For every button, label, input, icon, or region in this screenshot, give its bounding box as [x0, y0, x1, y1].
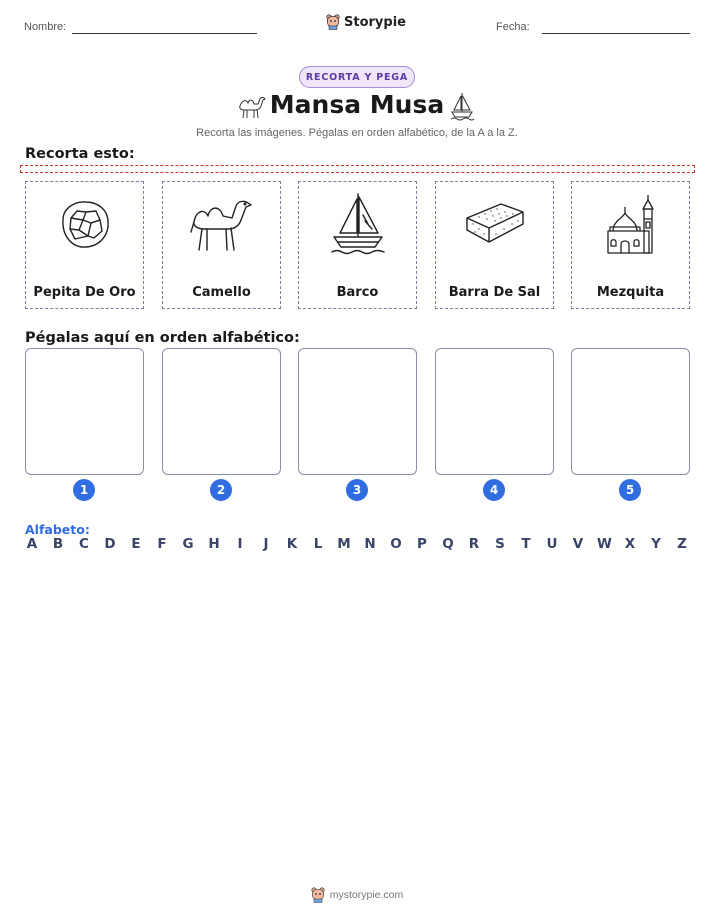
- name-label: Nombre:: [24, 21, 67, 33]
- paste-section-title: Pégalas aquí en orden alfabético:: [25, 330, 300, 346]
- paste-slot[interactable]: [571, 348, 690, 475]
- alphabet-letter: A: [26, 536, 38, 552]
- cut-section-title: Recorta esto:: [25, 146, 135, 162]
- cut-card[interactable]: [571, 181, 690, 309]
- camel-icon: [188, 192, 256, 256]
- cut-line: [20, 165, 695, 173]
- alphabet-row: [25, 536, 689, 552]
- footer: [0, 887, 714, 903]
- alphabet-letter: S: [495, 536, 505, 552]
- paste-slot[interactable]: [298, 348, 417, 475]
- alphabet-letter: F: [157, 536, 167, 552]
- page-title: Mansa Musa: [269, 90, 445, 119]
- alphabet-letter: E: [131, 536, 141, 552]
- gold-nugget-icon: [53, 192, 117, 256]
- paste-slot[interactable]: [162, 348, 281, 475]
- alphabet-letter: O: [390, 536, 402, 552]
- alphabet-title: Alfabeto:: [25, 522, 90, 537]
- alphabet-letter: G: [182, 536, 194, 552]
- alphabet-letter: J: [263, 536, 269, 552]
- cut-card[interactable]: [298, 181, 417, 309]
- boat-decoration-icon: [449, 91, 475, 121]
- card-label: Barra De Sal: [448, 285, 541, 300]
- paste-slot[interactable]: [25, 348, 144, 475]
- cut-card[interactable]: [435, 181, 554, 309]
- alphabet-letter: I: [237, 536, 243, 552]
- cut-card[interactable]: [25, 181, 144, 309]
- paste-slot[interactable]: [435, 348, 554, 475]
- card-label: Mezquita: [596, 285, 665, 300]
- alphabet-letter: K: [286, 536, 298, 552]
- alphabet-letter: U: [546, 536, 558, 552]
- card-label: Pepita De Oro: [33, 285, 136, 300]
- alphabet-letter: M: [337, 536, 351, 552]
- slot-number: 4: [483, 479, 505, 501]
- storypie-bear-icon: [326, 14, 340, 30]
- storypie-logo: [326, 14, 406, 30]
- brand-name: Storypie: [344, 14, 406, 30]
- alphabet-letter: L: [313, 536, 323, 552]
- alphabet-letter: B: [52, 536, 64, 552]
- name-line[interactable]: [72, 33, 257, 34]
- alphabet-letter: W: [597, 536, 612, 552]
- date-line[interactable]: [542, 33, 690, 34]
- alphabet-letter: T: [521, 536, 531, 552]
- alphabet-letter: Q: [442, 536, 454, 552]
- alphabet-letter: R: [468, 536, 480, 552]
- alphabet-letter: X: [624, 536, 636, 552]
- slot-number: 1: [73, 479, 95, 501]
- alphabet-letter: Y: [651, 536, 661, 552]
- slot-number: 3: [346, 479, 368, 501]
- alphabet-letter: N: [364, 536, 376, 552]
- alphabet-letter: V: [572, 536, 584, 552]
- salt-bar-icon: [463, 196, 527, 252]
- card-label: Camello: [192, 285, 251, 300]
- alphabet-letter: D: [104, 536, 116, 552]
- instructions: Recorta las imágenes. Pégalas en orden alfabético, de la A a la Z.: [196, 127, 518, 139]
- date-label: Fecha:: [496, 21, 530, 33]
- footer-url[interactable]: mystorypie.com: [329, 889, 404, 901]
- cut-card[interactable]: [162, 181, 281, 309]
- alphabet-letter: Z: [677, 536, 687, 552]
- activity-badge: RECORTA Y PEGA: [299, 66, 415, 88]
- alphabet-letter: P: [417, 536, 427, 552]
- boat-icon: [328, 191, 388, 257]
- slot-number: 5: [619, 479, 641, 501]
- slot-number: 2: [210, 479, 232, 501]
- storypie-bear-icon: [311, 887, 325, 903]
- alphabet-letter: H: [208, 536, 220, 552]
- alphabet-letter: C: [79, 536, 89, 552]
- card-label: Barco: [336, 285, 379, 300]
- mosque-icon: [601, 191, 661, 257]
